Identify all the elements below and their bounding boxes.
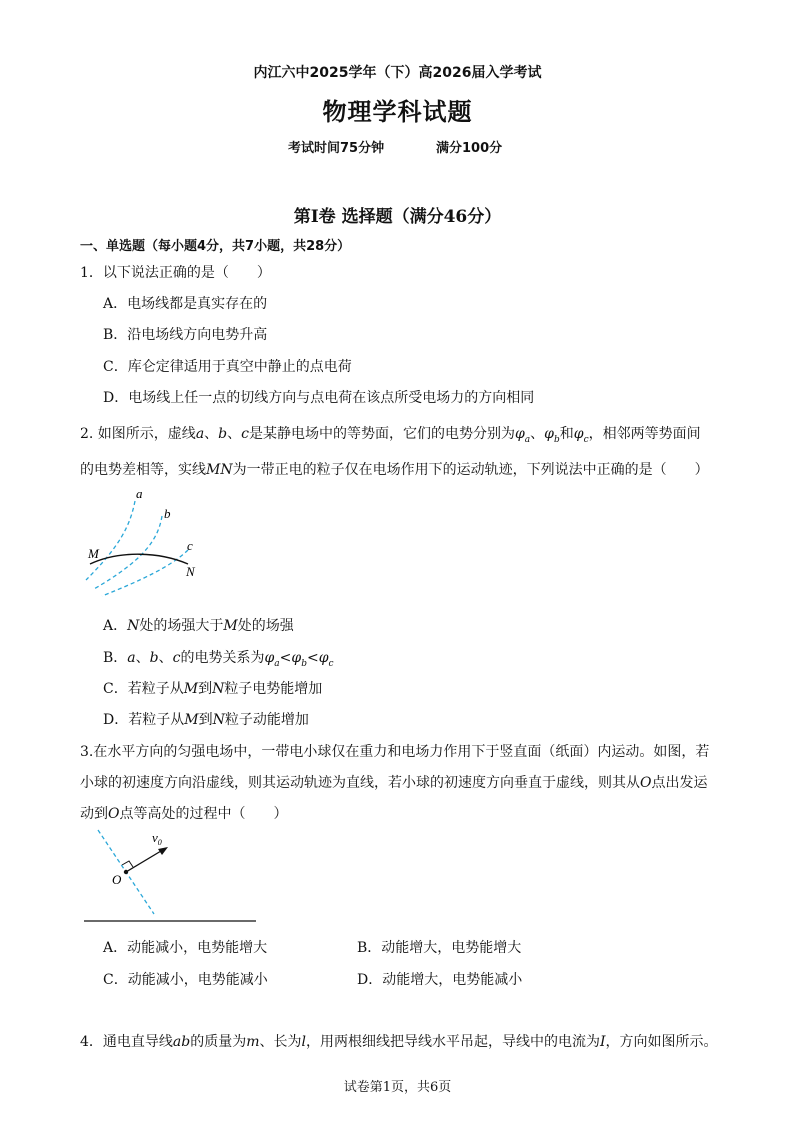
q3-line-2: 小球的初速度方向沿虚线，则其运动轨迹为直线，若小球的初速度方向垂直于虚线，则其从O点出发运 [80,775,708,791]
q3-line-3: 动到O点等高处的过程中（ ） [80,806,288,822]
q2-option-c: C．若粒子从M到N粒子电势能增加 [103,681,323,697]
q1-option-b: B．沿电场线方向电势升高 [103,327,268,343]
right-angle-mark [122,861,133,867]
label-m: M [88,546,99,561]
page-footer: 试卷第1页，共6页 [343,1080,452,1095]
trajectory-mn [90,554,188,564]
q3-option-d: D．动能增大，电势能减小 [357,972,523,988]
point-o [124,870,128,874]
q1-option-c: C．库仑定律适用于真空中静止的点电荷 [103,359,352,375]
subject-title: 物理学科试题 [322,97,473,126]
q1-option-a: A．电场线都是真实存在的 [103,296,268,312]
q2-equipotential-figure [80,486,210,596]
q3-option-c: C．动能减小，电势能减小 [103,972,268,988]
label-b: b [164,506,171,521]
q3-option-b: B．动能增大，电势能增大 [357,940,522,956]
arrowhead [158,847,168,855]
equipotential-c [102,550,188,596]
school-exam-line: 内江六中2025学年（下）高2026届入学考试 [253,65,542,81]
q2-line-2: 的电势差相等，实线MN为一带正电的粒子仅在电场作用下的运动轨迹，下列说法中正确的是（ ） [80,462,709,478]
exam-time: 考试时间75分钟 [288,141,385,156]
full-score: 满分100分 [436,141,503,156]
equipotential-b [94,516,162,589]
label-c: c [187,538,193,553]
q3-option-a: A．动能减小，电势能增大 [103,940,268,956]
q2-line-1: 2. 如图所示，虚线a、b、c是某静电场中的等势面，它们的电势分别为$\varphi_a$、$\varphi_b$和$\varphi_c$，相邻两等势面间 [80,426,701,445]
subsection-title: 一、单选题（每小题4分，共7小题，共28分） [80,239,351,254]
q3-field-figure [84,828,259,924]
label-n: N [186,564,195,579]
q2-option-b: B．a、b、c的电势关系为$\varphi_a<\varphi_b<\varphi_c$ [103,650,334,669]
equipotential-a [86,501,135,580]
q1-stem: 1．以下说法正确的是（ ） [80,265,271,281]
q3-line-1: 3.在水平方向的匀强电场中，一带电小球仅在重力和电场力作用下于竖直面（纸面）内运动。如图，若 [80,744,710,760]
q2-option-a: A．N处的场强大于M处的场强 [103,618,294,634]
section-title: 第Ⅰ卷 选择题（满分46分） [293,207,502,227]
q2-option-d: D．若粒子从M到N粒子动能增加 [103,712,309,728]
label-o: O [112,872,122,887]
label-v0: $v_0$ [152,830,162,847]
q4-stem: 4．通电直导线ab的质量为m、长为l，用两根细线把导线水平吊起，导线中的电流为I，方向如图所示。 [80,1034,718,1050]
q1-option-d: D．电场线上任一点的切线方向与点电荷在该点所受电场力的方向相同 [103,390,535,406]
label-a: a [136,486,143,501]
